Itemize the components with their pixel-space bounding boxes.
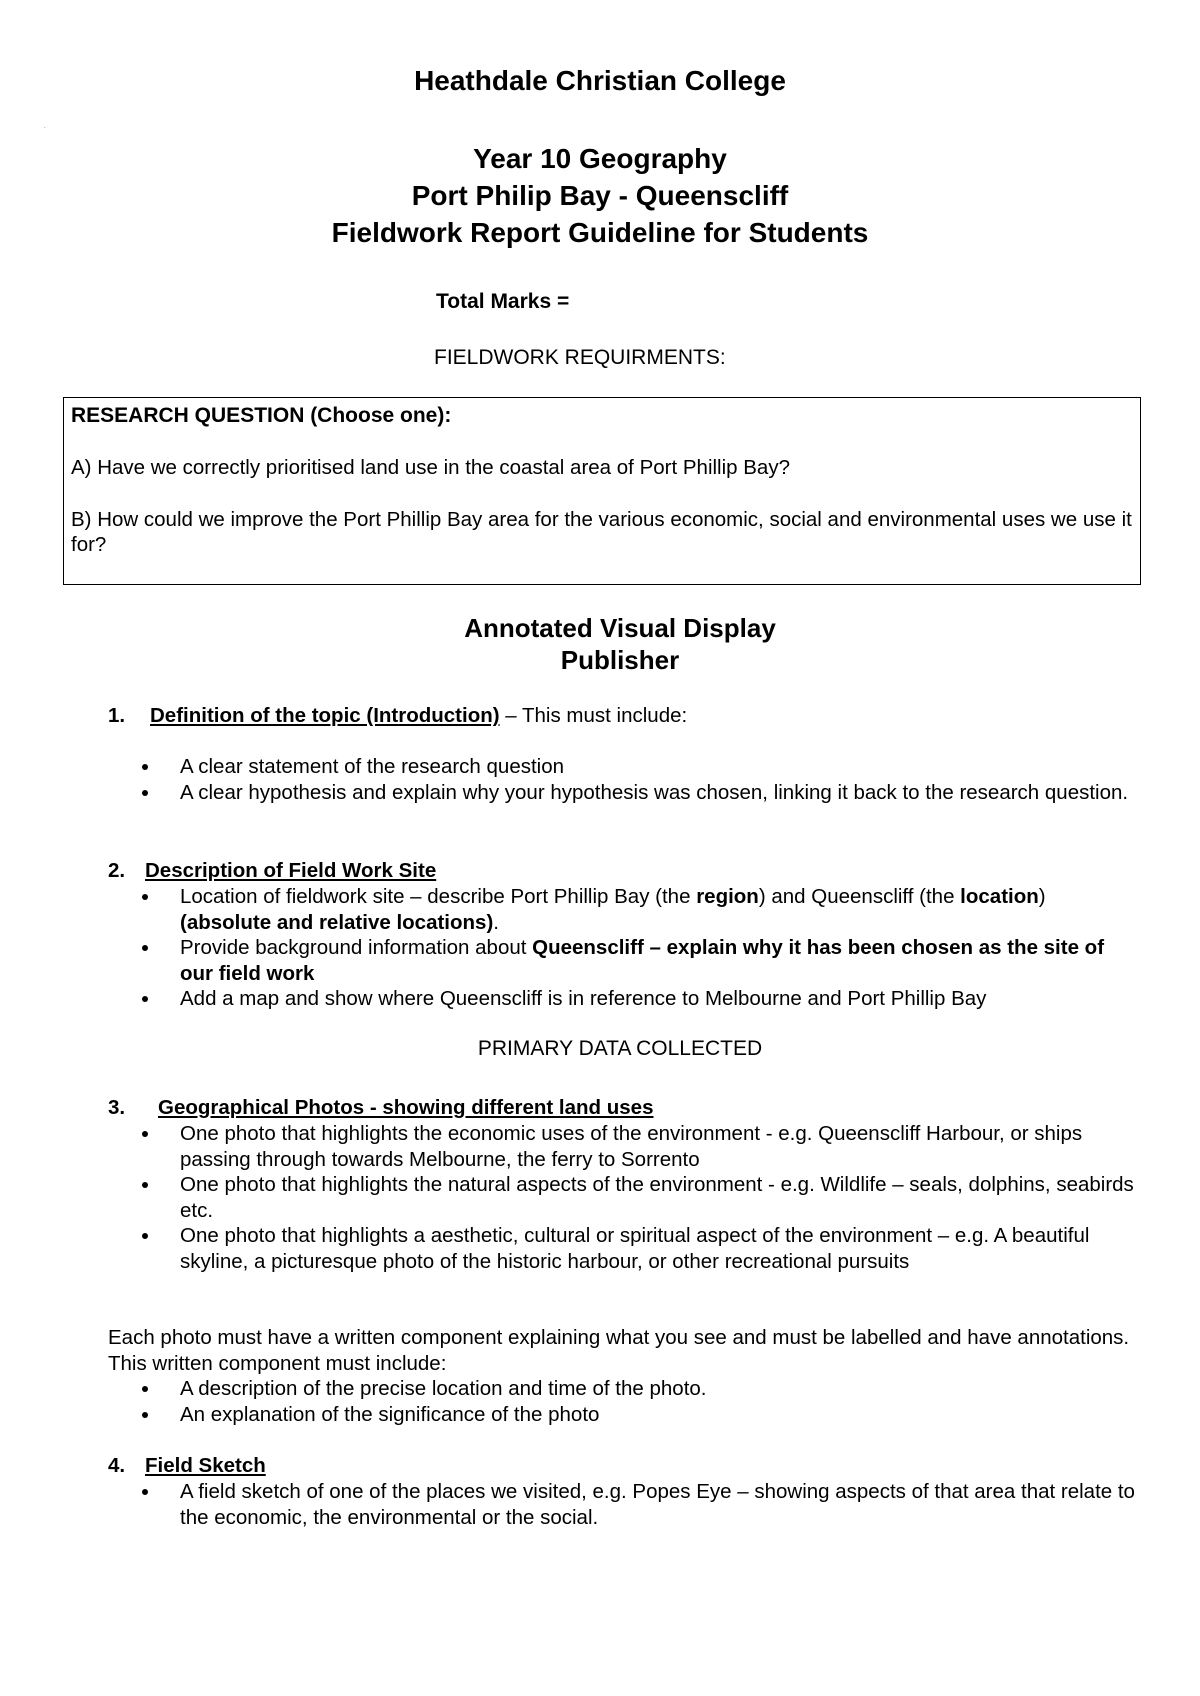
section-heading [145, 1453, 266, 1479]
list-item-text: One photo that highlights the natural aspects of the environment - e.g. Wildlife – seals, dolphins, seabirds etc. [180, 1173, 1134, 1222]
list-item [0, 1223, 1200, 1274]
research-question-box [63, 397, 1141, 585]
section-heading-suffix: – This must include: [499, 704, 688, 727]
text-run: ) [1038, 885, 1046, 908]
list-item [0, 1376, 1200, 1402]
text-run: ) and Queenscliff (the [758, 885, 961, 908]
text-run: . [493, 910, 499, 934]
list-item-text: An explanation of the significance of the photo [180, 1402, 600, 1426]
research-question-title: RESEARCH QUESTION (Choose one): [71, 404, 452, 427]
bullet-icon [142, 790, 148, 796]
bullet-icon [142, 996, 148, 1002]
bullet-icon [142, 1233, 148, 1239]
bullet-icon [142, 764, 148, 770]
title-block [0, 140, 1200, 251]
bullet-icon [142, 1412, 148, 1418]
total-marks: Total Marks = [436, 290, 570, 313]
text-run: Provide background information about [180, 936, 533, 959]
photo-requirements-bullets [0, 1376, 1200, 1427]
list-item [0, 1479, 1200, 1530]
school-name: Heathdale Christian College [414, 65, 786, 96]
bullet-icon [142, 1489, 148, 1495]
bullet-icon [142, 1182, 148, 1188]
text-run-bold: location [960, 885, 1039, 908]
bullet-icon [142, 1131, 148, 1137]
bullet-icon [142, 945, 148, 951]
list-item [0, 1172, 1200, 1223]
list-item-text: A description of the precise location and time of the photo. [180, 1377, 707, 1400]
section-number: 4. [108, 1454, 126, 1477]
display-title-block [0, 612, 1200, 676]
primary-data-heading: PRIMARY DATA COLLECTED [477, 1037, 763, 1060]
section-number: 2. [108, 859, 126, 882]
section-number: 1. [108, 704, 126, 727]
list-item-text: One photo that highlights the economic uses of the environment - e.g. Queenscliff Harbour, or ships passing through towards Melbourne, the ferry to Sorrento [180, 1122, 1083, 1171]
text-run: Location of fieldwork site – describe Port Phillip Bay (the [180, 885, 697, 908]
section-number: 3. [108, 1096, 126, 1119]
section-heading-text: Description of Field Work Site [145, 859, 437, 882]
section-heading [145, 858, 436, 884]
display-title: Annotated Visual Display [464, 613, 776, 643]
list-item-text: A field sketch of one of the places we visited, e.g. Popes Eye – showing aspects of that area that relate to the economic, the environmental or the social. [180, 1480, 1135, 1529]
bullet-icon [142, 894, 148, 900]
list-item [0, 780, 1200, 806]
text-run-bold: region [696, 885, 759, 908]
guideline-title: Fieldwork Report Guideline for Students [331, 217, 869, 248]
text-run-bold: (absolute and relative locations) [180, 910, 494, 934]
list-item [0, 884, 1200, 935]
display-subtitle: Publisher [560, 645, 680, 675]
bullet-icon [142, 1386, 148, 1392]
list-item-text: A clear statement of the research question [180, 755, 565, 778]
list-item [0, 935, 1200, 986]
fieldwork-requirements: FIELDWORK REQUIRMENTS: [434, 346, 726, 369]
section-1-bullets [0, 754, 1200, 805]
subject-title: Year 10 Geography [473, 143, 727, 174]
section-heading-text: Field Sketch [145, 1454, 266, 1477]
section-heading [150, 703, 687, 729]
list-item-text: Add a map and show where Queenscliff is in reference to Melbourne and Port Phillip Bay [180, 987, 987, 1010]
list-item [0, 754, 1200, 780]
section-heading [158, 1095, 653, 1121]
research-question-option-a: A) Have we correctly prioritised land use in the coastal area of Port Phillip Bay? [71, 456, 790, 479]
section-2-bullets [0, 884, 1200, 1012]
section-heading-text: Definition of the topic (Introduction) [150, 704, 500, 727]
list-item [0, 986, 1200, 1012]
section-4-bullets [0, 1479, 1200, 1530]
research-question-option-b: B) How could we improve the Port Phillip Bay area for the various economic, social and environmental uses we use it for? [71, 507, 1132, 556]
section-3-bullets [0, 1121, 1200, 1274]
section-heading-text: Geographical Photos - showing different land uses [158, 1096, 654, 1119]
list-item [0, 1121, 1200, 1172]
location-title: Port Philip Bay - Queenscliff [411, 180, 789, 211]
list-item [0, 1402, 1200, 1428]
photo-requirements-paragraph: Each photo must have a written component explaining what you see and must be labelled and have annotations. This written component must include: [108, 1326, 1130, 1375]
list-item-text: One photo that highlights a aesthetic, cultural or spiritual aspect of the environment – e.g. A beautiful skyline, a picturesque photo of the historic harbour, or other recreational pursuits [180, 1224, 1090, 1273]
list-item-text: A clear hypothesis and explain why your hypothesis was chosen, linking it back to the research question. [180, 780, 1129, 804]
stray-mark: . [44, 124, 46, 130]
text-run-bold: Queenscliff – explain why it has been chosen as the site of our field work [180, 936, 1105, 985]
